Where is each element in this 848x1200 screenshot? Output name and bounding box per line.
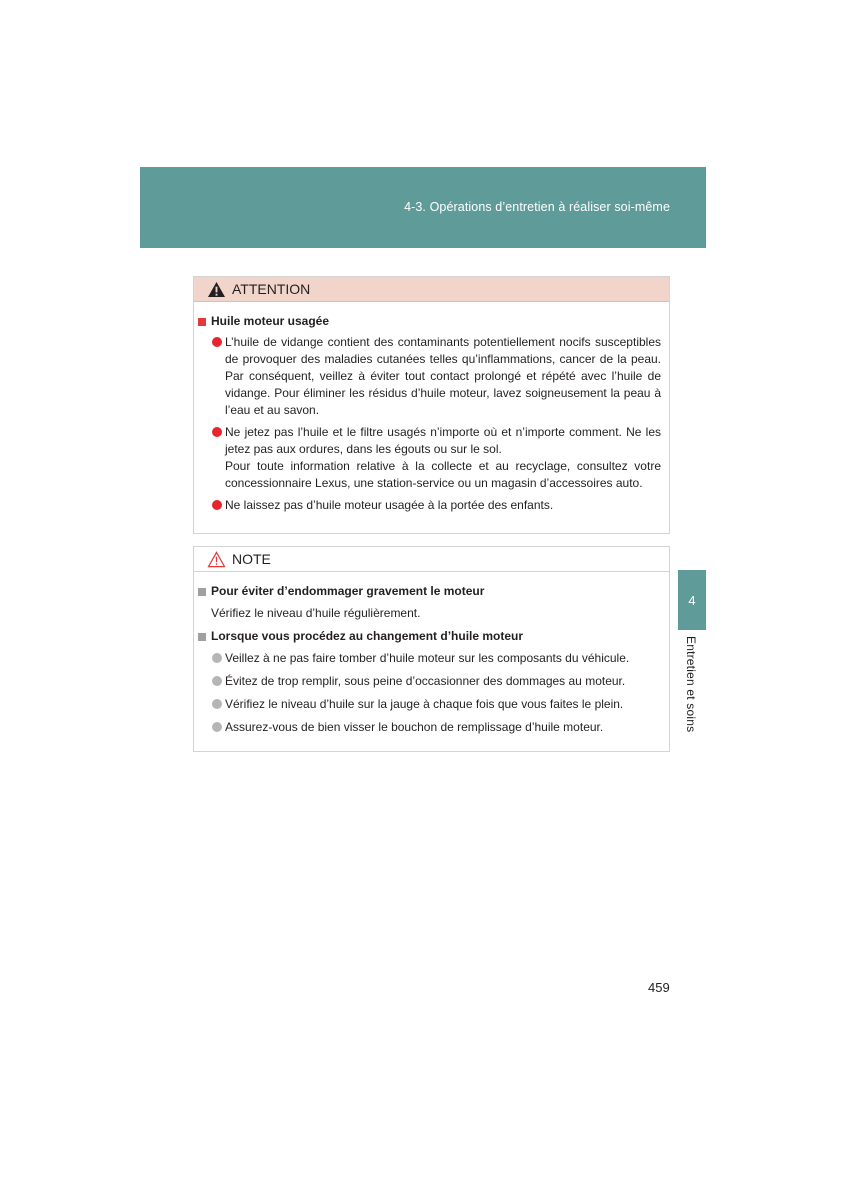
item-paragraph: L’huile de vidange contient des contaminants potentiellement nocifs susceptibles de provoquer des maladies cutanées telles qu’inflammations, cancer de la peau. Par conséquent, veillez à éviter tout contact prolongé et répété avec l’huile de vidange. Pour éliminer les résidus d’huile moteur, lavez soigneusement la peau à l’eau et au savon. <box>225 335 661 417</box>
note-text: Vérifiez le niveau d’huile régulièrement. <box>211 606 421 620</box>
bullet-dot-icon <box>212 500 222 510</box>
square-bullet-icon <box>198 318 206 326</box>
list-item <box>212 673 665 690</box>
note-section-title: Lorsque vous procédez au changement d’huile moteur <box>198 628 665 645</box>
chapter-tab <box>678 570 706 630</box>
bullet-dot-icon <box>212 676 222 686</box>
item-text: Évitez de trop remplir, sous peine d’occasionner des dommages au moteur. <box>225 674 626 688</box>
list-item <box>212 719 665 736</box>
attention-header <box>194 277 669 302</box>
attention-section-title: Huile moteur usagée <box>198 313 665 330</box>
list-item <box>212 650 665 667</box>
bullet-dot-icon <box>212 722 222 732</box>
list-item <box>212 497 665 514</box>
warning-triangle-icon <box>207 281 226 298</box>
item-paragraph: Ne laissez pas d’huile moteur usagée à la portée des enfants. <box>225 498 554 512</box>
attention-heading: ATTENTION <box>232 281 311 297</box>
item-text: Veillez à ne pas faire tomber d’huile moteur sur les composants du véhicule. <box>225 651 630 665</box>
bullet-dot-icon <box>212 699 222 709</box>
section-title: 4-3. Opérations d’entretien à réaliser soi-même <box>404 200 670 214</box>
item-paragraph: Pour toute information relative à la collecte et au recyclage, consultez votre concessionnaire Lexus, une station-service ou un magasin d’accessoires auto. <box>225 459 661 490</box>
note-box <box>193 546 670 752</box>
list-item <box>212 696 665 713</box>
section-header-band <box>140 167 706 248</box>
chapter-number: 4 <box>688 592 696 608</box>
bullet-dot-icon <box>212 653 222 663</box>
list-item <box>212 334 665 419</box>
attention-body <box>194 302 669 514</box>
note-header <box>194 547 669 572</box>
item-text: Assurez-vous de bien visser le bouchon de remplissage d’huile moteur. <box>225 720 604 734</box>
square-bullet-icon <box>198 633 206 641</box>
bullet-dot-icon <box>212 337 222 347</box>
attention-box <box>193 276 670 534</box>
note-section-title: Pour éviter d’endommager gravement le moteur <box>198 583 665 600</box>
chapter-label: Entretien et soins <box>684 636 698 733</box>
caution-triangle-icon <box>207 551 226 568</box>
bullet-dot-icon <box>212 427 222 437</box>
square-bullet-icon <box>198 588 206 596</box>
item-paragraph: Ne jetez pas l’huile et le filtre usagés n’importe où et n’importe comment. Ne les jetez pas aux ordures, dans les égouts ou sur le sol. <box>225 425 661 456</box>
page-number: 459 <box>648 980 670 995</box>
note-body <box>194 572 669 736</box>
note-heading: NOTE <box>232 551 271 567</box>
list-item <box>212 424 665 492</box>
item-text: Vérifiez le niveau d’huile sur la jauge à chaque fois que vous faites le plein. <box>225 697 624 711</box>
